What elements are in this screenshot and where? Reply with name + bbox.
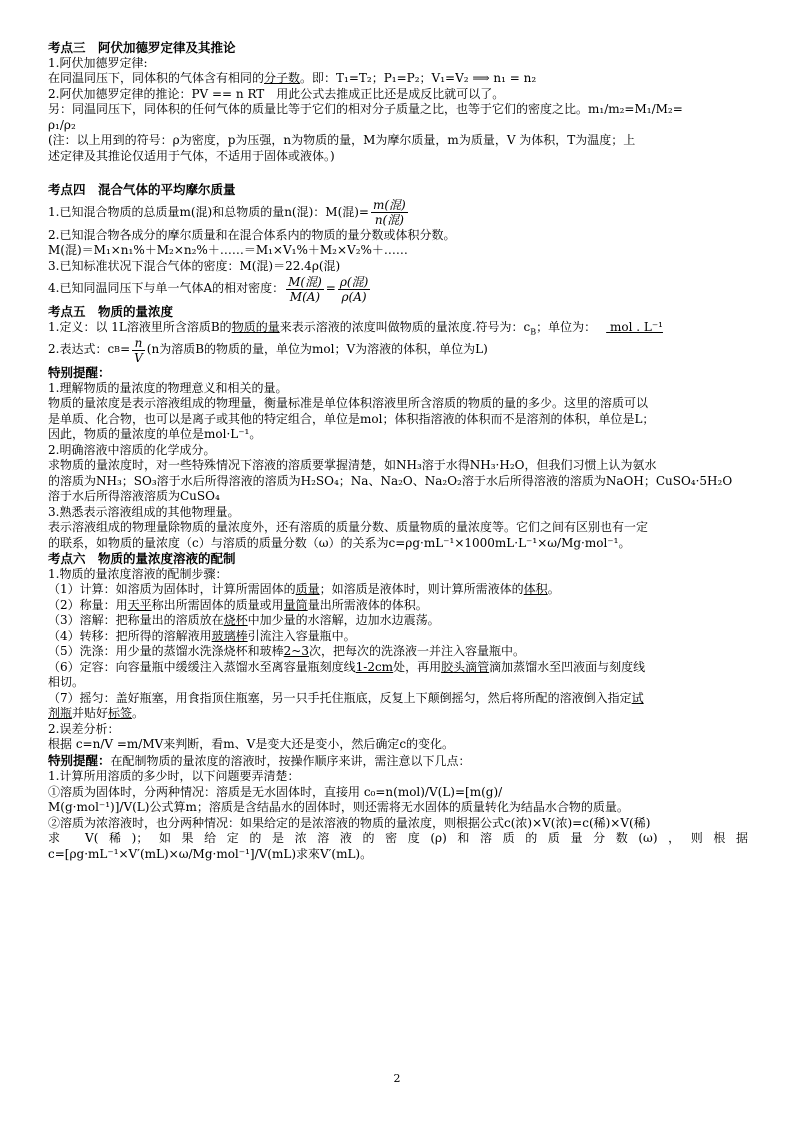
- s6-a2-underline-2: 量筒: [283, 597, 308, 612]
- s4-line-5: [48, 274, 748, 304]
- s6-step-4: [48, 629, 748, 645]
- s6-a2-text-b: 称出所需固体的质量或用: [151, 597, 284, 612]
- s6-a4-text: （4）转移：把所得的溶解液用: [48, 628, 212, 643]
- s6-step-6: [48, 660, 748, 676]
- s3-line-5: ρ₁/ρ₂: [48, 117, 76, 132]
- s6-a2-text: （2）称量：用: [48, 597, 128, 612]
- equals-sign: =: [120, 342, 131, 357]
- s3-line-4: 另：同温同压下，同体积的任何气体的质量比等于它们的相对分子质量之比，也等于它们的密度之比。m₁/m₂=M₁/M₂=: [48, 102, 683, 116]
- s6-key-1: 1.计算所用溶质的多少时，以下问题要弄清楚：: [48, 769, 300, 783]
- s5-tip-7: 的溶质为NH₃；SO₃溶于水后所得溶液的溶质为H₂SO₄；Na、Na₂O、Na₂O₂溶于水后所得溶液的溶质为NaOH；CuSO₄·5H₂O: [48, 473, 733, 488]
- s6-a4-text-b: 引流注入容量瓶中。: [247, 628, 356, 643]
- s6-a1-underline-2: 体积: [523, 582, 548, 596]
- s5-line-2: 2.表达式：c B = $\frac{n}{V}$ (n为溶质B的物质的量，单位为mol；V为溶液的体积，单位为L): [48, 335, 488, 365]
- s6-a6-underline: 1-2cm: [355, 659, 394, 674]
- s3-l2-text: 在同温同压下，同体积的气体含有相同的: [48, 71, 265, 85]
- s6-tip-line: [48, 753, 748, 770]
- s5-l1-text-c: ；单位为：: [536, 319, 597, 334]
- fraction-numerator: n: [132, 336, 145, 351]
- s6-a7-text: （7）摇匀：盖好瓶塞，用食指顶住瓶塞，另一只手托住瓶底，反复上下颠倒摇匀，然后将所配的溶液倒入指定: [48, 690, 632, 705]
- s6-step-6-cont: 相切。: [48, 675, 85, 689]
- document-page: [48, 40, 748, 862]
- s5-tip-9: 3.熟悉表示溶液组成的其他物理量。: [48, 504, 240, 519]
- section-4-title: 考点四 混合气体的平均摩尔质量: [48, 182, 236, 197]
- concentration-fraction: [132, 336, 145, 365]
- s6-a2-text-c: 量出所需液体的体积。: [307, 597, 428, 612]
- s6-a1-text-b: ；如溶质是液体时，则计算所需液体的: [319, 582, 524, 596]
- s6-a5-text-b: 次，把每次的洗涤液一并注入容量瓶中。: [308, 644, 525, 658]
- s6-step-2: [48, 598, 748, 614]
- s6-step-3: [48, 613, 748, 629]
- s3-line-1: 1.阿伏加德罗定律:: [48, 55, 148, 70]
- fraction-numerator: M(混): [288, 274, 322, 289]
- tip-heading-2: 特别提醒：: [48, 752, 111, 768]
- s6-a7-underline-2: 剂瓶: [48, 706, 73, 720]
- s4-line-4: 3.已知标准状况下混合气体的密度：M(混)＝22.4ρ(混): [48, 258, 341, 273]
- s6-a1-text-c: 。: [547, 582, 560, 596]
- s5-tip-10: 表示溶液组成的物理量除物质的量浓度外，还有溶质的质量分数、质量物质的量浓度等。它们之间有区别也有一定: [48, 520, 649, 534]
- s6-key-3: M(g·mol⁻¹)]/V(L)公式算m；溶质是含结晶水的固体时，则还需将无水固体的质量转化为结晶水合物的质量。: [48, 800, 629, 814]
- fraction-denominator: ρ(A): [341, 289, 367, 304]
- s6-error-1: 2.误差分析：: [48, 721, 120, 736]
- s5-tip-6: 求物质的量浓度时，对一些特殊情况下溶液的溶质要掌握清楚，如NH₃溶于水得NH₃·H₂O，但我们习惯上认为氨水: [48, 458, 657, 472]
- unit-blank: mol . L⁻¹: [606, 319, 663, 334]
- s4-line-1: [48, 198, 748, 228]
- s3-line-3: 2.阿伏加德罗定律的推论：PV == n RT 用此公式去推成正比还是成反比就可以了。: [48, 86, 505, 101]
- section-3-title: 考点三 阿伏加德罗定律及其推论: [48, 40, 236, 55]
- s3-line-2: [48, 71, 748, 87]
- s6-a5-text: （5）洗涤：用少量的蒸馏水洗涤烧杯和玻棒: [48, 644, 284, 658]
- s6-a7-underline: 试: [631, 690, 644, 705]
- s6-step-1: [48, 582, 748, 598]
- s6-a7-underline-3: 标签: [108, 706, 133, 720]
- s6-key-5: 求 V(稀)；如果给定的是浓溶液的密度(ρ)和溶质的质量分数(ω)，则根据: [48, 831, 748, 845]
- s6-a1-underline: 质量: [295, 582, 320, 596]
- s5-line-1: 1.定义：以 1L溶液里所含溶质B的物质的量来表示溶液的浓度叫做物质的量浓度.符号为：$c_B$；单位为： mol . L⁻¹: [48, 320, 748, 336]
- s6-a3-text: （3）溶解：把称量出的溶质放在: [48, 613, 224, 627]
- s6-a2-underline: 天平: [127, 597, 152, 612]
- s5-l2-text-b: (n为溶质B的物质的量，单位为mol；V为溶液的体积，单位为L): [146, 342, 488, 357]
- s5-l2-text: 2.表达式：c: [48, 342, 115, 357]
- section-6-title: 考点六 物质的量浓度溶液的配制: [48, 551, 236, 566]
- fraction-numerator: ρ(混): [339, 274, 369, 289]
- s5-tip-5: 2.明确溶液中溶质的化学成分。: [48, 442, 216, 457]
- equals-sign: =: [325, 281, 336, 296]
- s6-tip-text: 在配制物质的量浓度的溶液时，按操作顺序来讲，需注意以下几点：: [110, 753, 471, 768]
- s5-tip-1: 1.理解物质的量浓度的物理意义和相关的量。: [48, 380, 288, 395]
- relative-density-fraction-2: [338, 275, 370, 304]
- s6-step-5: [48, 644, 748, 660]
- s5-tip-8: 溶于水后所得溶液溶质为CuSO₄: [48, 489, 220, 503]
- tip-heading-1: 特别提醒：: [48, 365, 111, 380]
- s6-a7-text-b: 并贴好: [72, 706, 109, 720]
- s6-step-7-cont: [48, 706, 748, 722]
- s6-a5-underline: 2~3: [283, 644, 309, 658]
- s6-key-4: ②溶质为浓溶液时，也分两种情况：如果给定的是浓溶液的物质的量浓度，则根据公式c(浓)×V(浓)=c(稀)×V(稀): [48, 815, 651, 830]
- s3-l2-underline: 分子数: [264, 71, 301, 85]
- fraction-denominator: n(混): [374, 213, 404, 227]
- mixed-molar-fraction: [371, 198, 408, 227]
- section-5-title: 考点五 物质的量浓度: [48, 304, 174, 319]
- s6-a4-underline: 玻璃棒: [211, 628, 248, 643]
- fraction-denominator: V: [134, 350, 143, 365]
- s5-l1-text-b: 来表示溶液的浓度叫做物质的量浓度.符号为：c: [279, 319, 531, 334]
- s6-line-1: 1.物质的量浓度溶液的配制步骤：: [48, 566, 228, 581]
- s5-l1-text: 1.定义：以 1L溶液里所含溶质B的: [48, 319, 232, 334]
- s6-a6-text-c: 滴加蒸馏水至凹液面与刻度线: [489, 659, 646, 674]
- s6-a6-text: （6）定容：向容量瓶中缓缓注入蒸馏水至离容量瓶刻度线: [48, 659, 356, 674]
- s3-l2-text-b: 。即：T₁=T₂；P₁=P₂；V₁=V₂ ⟹ n₁ = n₂: [300, 71, 537, 85]
- s6-key-6: c=[ρg·mL⁻¹×V′(mL)×ω/Mg·mol⁻¹]/V(mL)求來V′(mL)。: [48, 846, 373, 861]
- s6-a7-text-c: 。: [132, 706, 145, 720]
- s6-a6-underline-2: 胶头滴管: [441, 659, 490, 674]
- s6-a3-text-b: 中加少量的水溶解，边加水边震荡。: [247, 613, 440, 627]
- s6-a6-text-b: 处，再用: [393, 659, 442, 674]
- fraction-numerator: m(混): [373, 198, 406, 212]
- s4-line-2: 2.已知混合物各成分的摩尔质量和在混合体系内的物质的量分数或体积分数。: [48, 227, 456, 242]
- s3-line-6: (注：以上用到的符号：ρ为密度，p为压强，n为物质的量，M为摩尔质量，m为质量，V 为体积，T为温度；上: [48, 133, 636, 147]
- s4-l1-text: 1.已知混合物质的总质量m(混)和总物质的量n(混)：M(混)=: [48, 204, 369, 219]
- s6-key-2: ①溶质为固体时，分两种情况：溶质是无水固体时，直接用 c₀=n(mol)/V(L)=[m(g)/: [48, 784, 503, 799]
- s3-line-7: 述定律及其推论仅适用于气体，不适用于固体或液体。): [48, 148, 335, 163]
- s5-tip-11: 的联系，如物质的量浓度（c）与溶质的质量分数（ω）的关系为c=ρg·mL⁻¹×1000mL·L⁻¹×ω/Mg·mol⁻¹。: [48, 535, 631, 550]
- s6-error-2: 根据 c=n/V =m/MV来判断，看m、V是变大还是变小，然后确定c的变化。: [48, 737, 455, 751]
- s5-tip-4: 因此，物质的量浓度的单位是mol·L⁻¹。: [48, 427, 262, 441]
- fraction-denominator: M(A): [289, 289, 321, 304]
- s6-step-7: [48, 691, 748, 707]
- page-number: 2: [393, 1072, 401, 1085]
- s5-tip-3: 是单质、化合物，也可以是离子或其他的特定组合，单位是mol；体积指溶液的体积而不是溶剂的体积，单位是L；: [48, 411, 655, 426]
- relative-density-fraction-1: [286, 275, 324, 304]
- s6-a1-text: （1）计算：如溶质为固体时，计算所需固体的: [48, 582, 296, 596]
- s4-l5-text: 4.已知同温同压下与单一气体A的相对密度：: [48, 281, 285, 296]
- s4-line-3: M(混)＝M₁×n₁%＋M₂×n₂%＋……＝M₁×V₁%＋M₂×V₂%＋……: [48, 243, 408, 257]
- s6-a3-underline: 烧杯: [223, 613, 248, 627]
- s5-tip-2: 物质的量浓度是表示溶液组成的物理量，衡量标准是单位体积溶液里所含溶质的物质的量的多少。这里的溶质可以: [48, 396, 649, 410]
- s5-l1-underline: 物质的量: [231, 319, 280, 334]
